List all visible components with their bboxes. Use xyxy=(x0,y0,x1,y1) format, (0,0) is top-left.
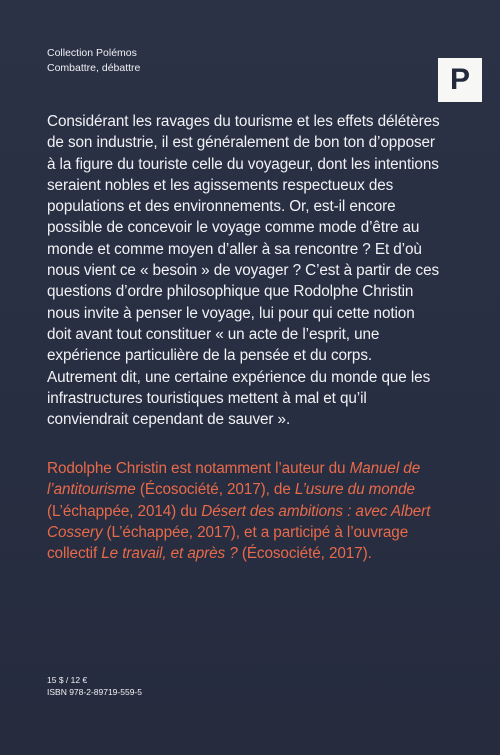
author-bio xyxy=(47,458,442,564)
price-block xyxy=(47,674,142,698)
book-description xyxy=(47,111,442,430)
bio-publisher-3: (L’échappée, 2017), et a participé à l’ouvrage collectif xyxy=(47,523,409,563)
bio-book-3: Désert des ambitions : avec Albert Cossery xyxy=(47,502,431,541)
price: 15 $ / 12 € xyxy=(47,675,88,685)
description-paragraph: Considérant les ravages du tourisme et les effets délétères de son industrie, il est généralement de bon ton d’opposer à la figure du touriste celle du voyageur, dont les intentions seraient nobles et les agissements respectueux des populations et des environnements. Or, est-il encore possible de concevoir le voyage comme mode d’être au monde et comme moyen d’aller à sa rencontre ? Et d’où nous vient ce « besoin » de voyager ? C’est à partir de ces questions d’ordre philosophique que Rodolphe Christin nous invite à penser le voyage, lui pour qui cette notion doit avant tout constituer « un acte de l’esprit, une expérience particulière de la pensée et du corps. Autrement dit, une certaine expérience du monde que les infrastructures touristiques mettent à mal et qu’il conviendrait cependant de sauver ». xyxy=(47,113,440,429)
bio-book-2: L’usure du monde xyxy=(294,481,415,499)
bio-publisher-2: (L’échappée, 2014) du xyxy=(47,502,202,520)
bio-intro: Rodolphe Christin est notamment l’auteur du xyxy=(47,460,350,477)
isbn: ISBN 978-2-89719-559-5 xyxy=(47,687,142,697)
publisher-logo xyxy=(438,58,482,102)
collection-tagline: Combattre, débattre xyxy=(47,62,141,74)
collection-name: Collection Polémos xyxy=(47,47,137,59)
collection-label xyxy=(47,46,140,76)
bio-publisher-4: (Écosociété, 2017). xyxy=(237,545,372,563)
bio-book-1: Manuel de l’antitourisme xyxy=(47,460,421,499)
bio-paragraph xyxy=(47,458,442,564)
bio-book-4: Le travail, et après ? xyxy=(101,545,238,563)
publisher-logo-letter: P xyxy=(449,63,470,96)
bio-publisher-1: (Écosociété, 2017), de xyxy=(135,481,295,499)
